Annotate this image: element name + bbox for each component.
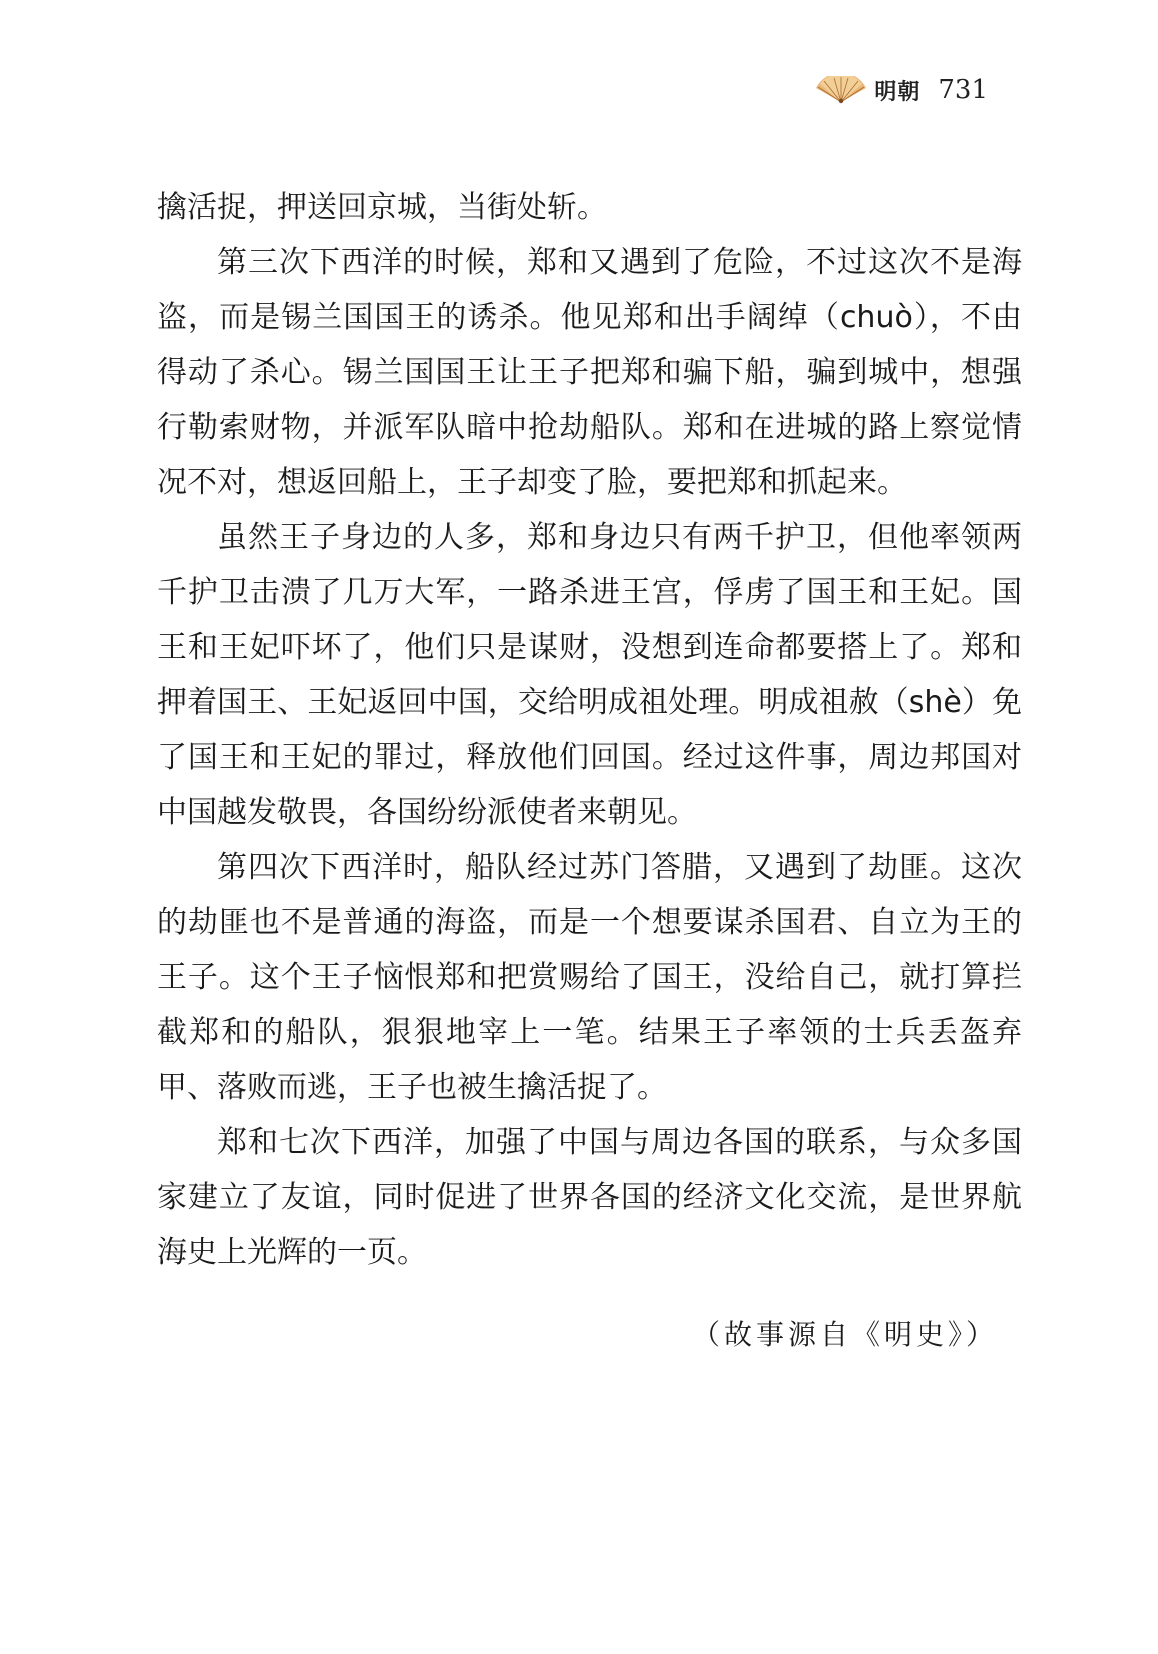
story-source: （故事源自《明史》） — [691, 1318, 998, 1351]
paragraph-3: 虽然王子身边的人多，郑和身边只有两千护卫，但他率领两千护卫击溃了几万大军，一路杀进王宫，俘虏了国王和王妃。国王和王妃吓坏了，他们只是谋财，没想到连命都要搭上了。郑和押着国王、王妃返回中国，交给明成祖处理。明成祖赦（shè）免了国王和王妃的罪过，释放他们回国。经过这件事，周边邦国对中国越发敬畏，各国纷纷派使者来朝见。 — [157, 520, 1022, 830]
folding-fan-icon — [814, 76, 868, 104]
paragraph-2: 第三次下西洋的时候，郑和又遇到了危险，不过这次不是海盗，而是锡兰国国王的诱杀。他见郑和出手阔绰（chuò），不由得动了杀心。锡兰国国王让王子把郑和骗下船，骗到城中，想强行勒索财物，并派军队暗中抢劫船队。郑和在进城的路上察觉情况不对，想返回船上，王子却变了脸，要把郑和抓起来。 — [157, 245, 1022, 500]
story-body — [157, 180, 1022, 1280]
paragraph-1: 擒活捉，押送回京城，当街处斩。 — [157, 190, 607, 225]
page-number: 731 — [938, 75, 988, 105]
paragraph-5: 郑和七次下西洋，加强了中国与周边各国的联系，与众多国家建立了友谊，同时促进了世界各国的经济文化交流，是世界航海史上光辉的一页。 — [157, 1125, 1022, 1270]
running-header — [814, 70, 988, 110]
section-title: 明朝 — [874, 79, 921, 105]
paragraph-4: 第四次下西洋时，船队经过苏门答腊，又遇到了劫匪。这次的劫匪也不是普通的海盗，而是一个想要谋杀国君、自立为王的王子。这个王子恼恨郑和把赏赐给了国王，没给自己，就打算拦截郑和的船队，狠狠地宰上一笔。结果王子率领的士兵丢盔弃甲、落败而逃，王子也被生擒活捉了。 — [157, 850, 1022, 1105]
